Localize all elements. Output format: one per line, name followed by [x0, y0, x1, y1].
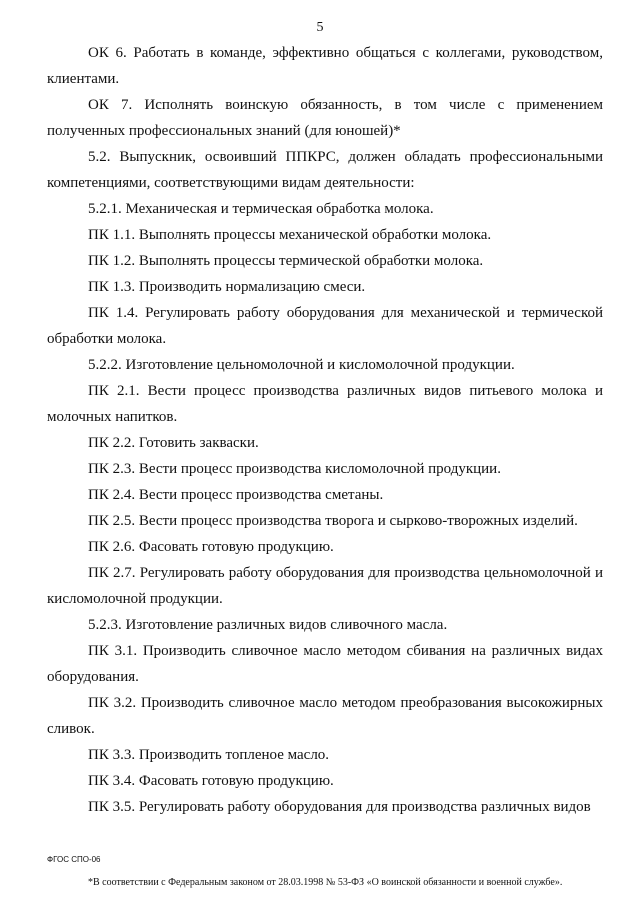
paragraph-pk-3-1: ПК 3.1. Производить сливочное масло методом сбивания на различных видах оборудования. — [47, 643, 603, 685]
paragraph-5-2-3: 5.2.3. Изготовление различных видов сливочного масла. — [88, 617, 448, 633]
footnote: *В соответствии с Федеральным законом от 28.03.1998 № 53-ФЗ «О воинской обязанности и военной службе». — [88, 877, 563, 888]
paragraph-pk-3-2: ПК 3.2. Производить сливочное масло методом преобразования высокожирных сливок. — [47, 695, 603, 737]
paragraph-pk-1-3: ПК 1.3. Производить нормализацию смеси. — [88, 279, 366, 295]
paragraph-pk-3-5: ПК 3.5. Регулировать работу оборудования для производства различных видов — [88, 799, 591, 815]
paragraph-ok7: ОК 7. Исполнять воинскую обязанность, в том числе с применением полученных профессиональных знаний (для юношей)* — [47, 97, 603, 139]
paragraph-pk-1-4: ПК 1.4. Регулировать работу оборудования для механической и термической обработки молока. — [47, 305, 603, 347]
paragraph-ok6: ОК 6. Работать в команде, эффективно общаться с коллегами, руководством, клиентами. — [47, 45, 603, 87]
paragraph-5-2: 5.2. Выпускник, освоивший ППКРС, должен обладать профессиональными компетенциями, соответствующими видам деятельности: — [47, 149, 603, 191]
paragraph-pk-2-2: ПК 2.2. Готовить закваски. — [88, 435, 259, 451]
paragraph-pk-3-3: ПК 3.3. Производить топленое масло. — [88, 747, 330, 763]
paragraph-pk-2-4: ПК 2.4. Вести процесс производства сметаны. — [88, 487, 384, 503]
paragraph-pk-2-5: ПК 2.5. Вести процесс производства творога и сырково-творожных изделий. — [88, 513, 578, 529]
paragraph-pk-1-1: ПК 1.1. Выполнять процессы механической обработки молока. — [88, 227, 492, 243]
paragraph-pk-2-3: ПК 2.3. Вести процесс производства кисломолочной продукции. — [88, 461, 501, 477]
page-number: 5 — [316, 20, 324, 35]
paragraph-pk-2-7: ПК 2.7. Регулировать работу оборудования для производства цельномолочной и кисломолочной продукции. — [47, 565, 603, 607]
paragraph-5-2-2: 5.2.2. Изготовление цельномолочной и кисломолочной продукции. — [88, 357, 515, 373]
paragraph-pk-2-6: ПК 2.6. Фасовать готовую продукцию. — [88, 539, 334, 555]
paragraph-pk-2-1: ПК 2.1. Вести процесс производства различных видов питьевого молока и молочных напитков. — [47, 383, 603, 425]
paragraph-pk-1-2: ПК 1.2. Выполнять процессы термической обработки молока. — [88, 253, 484, 269]
document-body — [47, 40, 603, 820]
paragraph-pk-3-4: ПК 3.4. Фасовать готовую продукцию. — [88, 773, 334, 789]
footer-standard-code: ФГОС СПО-06 — [47, 855, 101, 864]
paragraph-5-2-1: 5.2.1. Механическая и термическая обработка молока. — [88, 201, 434, 217]
